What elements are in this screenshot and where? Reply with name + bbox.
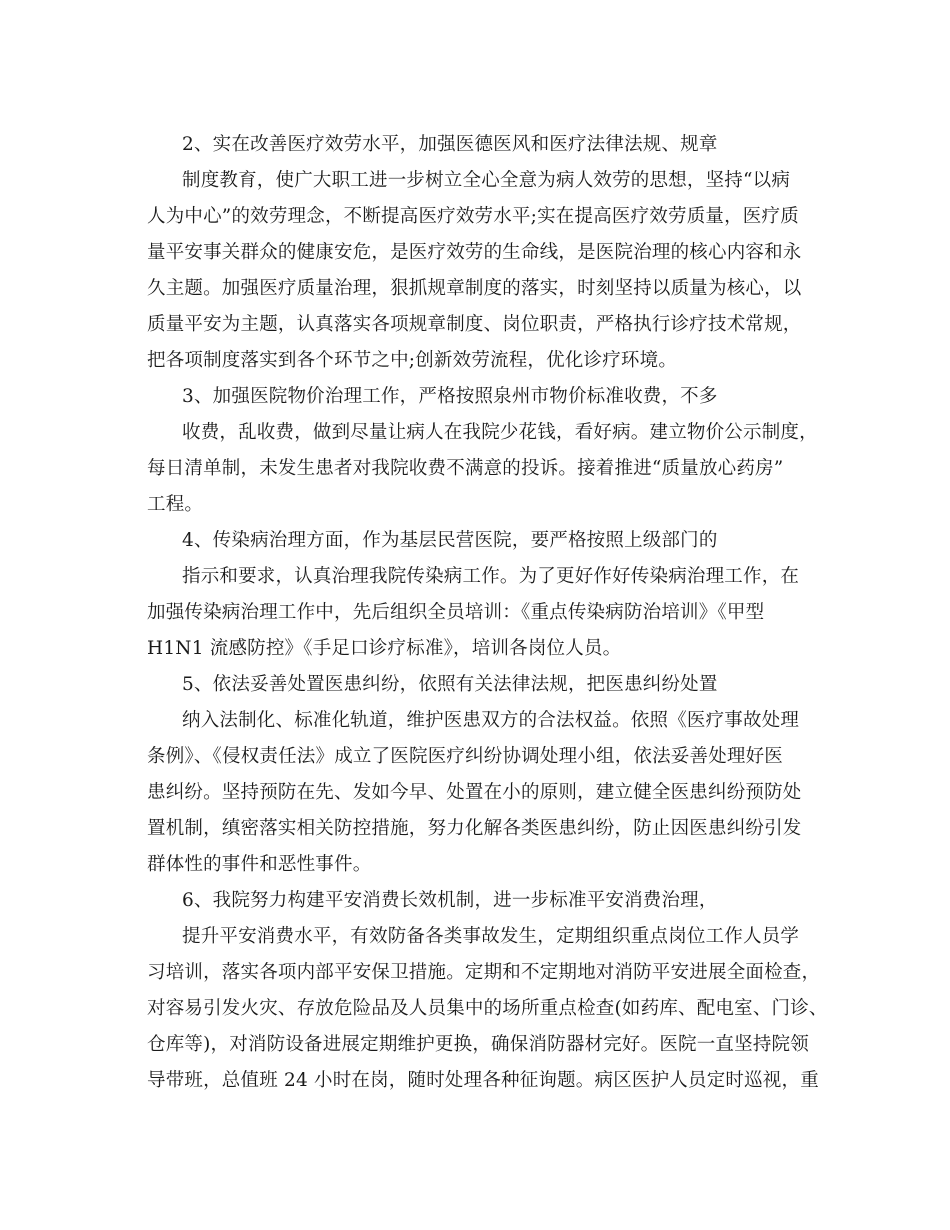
text-line: 收费，乱收费，做到尽量让病人在我院少花钱，看好病。建立物价公示制度， (182, 422, 818, 443)
text-line: 质量平安为主题，认真落实各项规章制度、岗位职责，严格执行诊疗技术常规， (147, 314, 802, 335)
text-line: 久主题。加强医疗质量治理，狠抓规章制度的落实，时刻坚持以质量为核心，以 (147, 278, 802, 299)
text-line: 量平安事关群众的健康安危，是医疗效劳的生命线，是医院治理的核心内容和永 (147, 242, 802, 263)
text-line: 每日清单制，未发生患者对我院收费不满意的投诉。接着推进“质量放心药房” (147, 458, 784, 479)
text-line: 3、加强医院物价治理工作，严格按照泉州市物价标准收费，不多 (182, 386, 718, 407)
text-line: 习培训，落实各项内部平安保卫措施。定期和不定期地对消防平安进展全面检查， (147, 962, 821, 983)
text-line: 4、传染病治理方面，作为基层民营医院，要严格按照上级部门的 (182, 530, 718, 551)
text-line: 人为中心”的效劳理念，不断提高医疗效劳水平;实在提高医疗效劳质量，医疗质 (147, 206, 799, 227)
text-line: 6、我院努力构建平安消费长效机制，进一步标准平安消费治理， (182, 890, 718, 911)
text-line: 加强传染病治理工作中，先后组织全员培训：《重点传染病防治培训》《甲型 (147, 602, 765, 623)
text-line: 2、实在改善医疗效劳水平，加强医德医风和医疗法律法规、规章 (182, 134, 718, 155)
text-line: 把各项制度落实到各个环节之中;创新效劳流程，优化诊疗环境。 (147, 350, 678, 371)
text-line: 条例》、《侵权责任法》成立了医院医疗纠纷协调处理小组，依法妥善处理好医 (147, 746, 784, 767)
text-line: 5、依法妥善处置医患纠纷，依照有关法律法规，把医患纠纷处置 (182, 674, 718, 695)
text-line: 导带班，总值班 24 小时在岗，随时处理各种征询题。病区医护人员定时巡视，重 (147, 1070, 819, 1091)
text-line: 制度教育，使广大职工进一步树立全心全意为病人效劳的思想，坚持“以病 (182, 170, 791, 191)
text-line: H1N1 流感防控》《手足口诊疗标准》，培训各岗位人员。 (147, 638, 622, 659)
text-line: 仓库等)，对消防设备进展定期维护更换，确保消防器材完好。医院一直坚持院领 (147, 1034, 809, 1055)
text-line: 提升平安消费水平，有效防备各类事故发生，定期组织重点岗位工作人员学 (182, 926, 800, 947)
text-line: 置机制，缜密落实相关防控措施，努力化解各类医患纠纷，防止因医患纠纷引发 (147, 818, 802, 839)
text-line: 对容易引发火灾、存放危险品及人员集中的场所重点检查(如药库、配电室、门诊、 (147, 998, 828, 1019)
text-line: 患纠纷。坚持预防在先、发如今早、处置在小的原则，建立健全医患纠纷预防处 (147, 782, 802, 803)
text-line: 群体性的事件和恶性事件。 (147, 854, 372, 875)
text-line: 指示和要求，认真治理我院传染病工作。为了更好作好传染病治理工作，在 (182, 566, 800, 587)
text-line: 工程。 (147, 494, 204, 515)
text-line: 纳入法制化、标准化轨道，维护医患双方的合法权益。依照《医疗事故处理 (182, 710, 800, 731)
